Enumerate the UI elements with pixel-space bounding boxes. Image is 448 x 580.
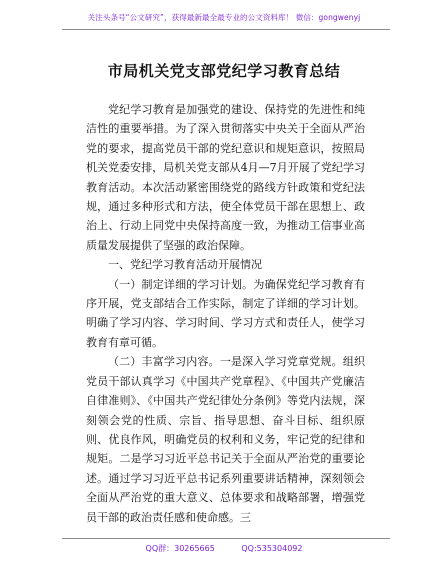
intro-paragraph: 党纪学习教育是加强党的建设、保持党的先进性和纯洁性的重要举措。为了深入贯彻落实中央关于全面从严治党的要求，提高党员干部的党纪意识和规矩意识，按照局机关党委安排，局机关党支部从4月—7月开展了党纪学习教育活动。本次活动紧密围绕党的路线方针政策和党纪法规，通过多种形式和方法，使全体党员干部在思想上、政治上、行动上同党中央保持高度一致，为推动工信事业高质量发展提供了坚强的政治保障。 xyxy=(86,103,365,252)
document-body xyxy=(86,100,365,527)
footer-qq: QQ:535304092 xyxy=(241,544,303,553)
footer-contact xyxy=(0,543,448,554)
header-promo-note: 关注头条号“公文研究”，获得最新最全最专业的公文资料库！ 微信：gongwenyj xyxy=(87,13,361,22)
footer-qq-group: QQ群：30265665 xyxy=(145,544,215,553)
document-title: 市局机关党支部党纪学习教育总结 xyxy=(107,62,341,80)
body-paragraph: （二）丰富学习内容。一是深入学习党章党规。组织党员干部认真学习《中国共产党章程》、《中国共产党廉洁自律准则》、《中国共产党纪律处分条例》等党内法规，深刻领会党的性质、宗旨、指导思想、奋斗目标、组织原则、优良作风，明确党员的权利和义务，牢记党的纪律和规矩。二是学习习近平总书记关于全面从严治党的重要论述。通过学习习近平总书记系列重要讲话精神，深刻领会全面从严治党的重大意义、总体要求和战略部署，增强党员干部的政治责任感和使命感。三 xyxy=(86,355,365,524)
header-divider xyxy=(62,29,390,30)
section-heading: 一、党纪学习教育活动开展情况 xyxy=(108,258,262,272)
body-paragraph: （一）制定详细的学习计划。为确保党纪学习教育有序开展，党支部结合工作实际，制定了详细的学习计划。明确了学习内容、学习时间、学习方式和责任人，使学习教育有章可循。 xyxy=(86,277,365,349)
footer-divider xyxy=(62,538,390,539)
